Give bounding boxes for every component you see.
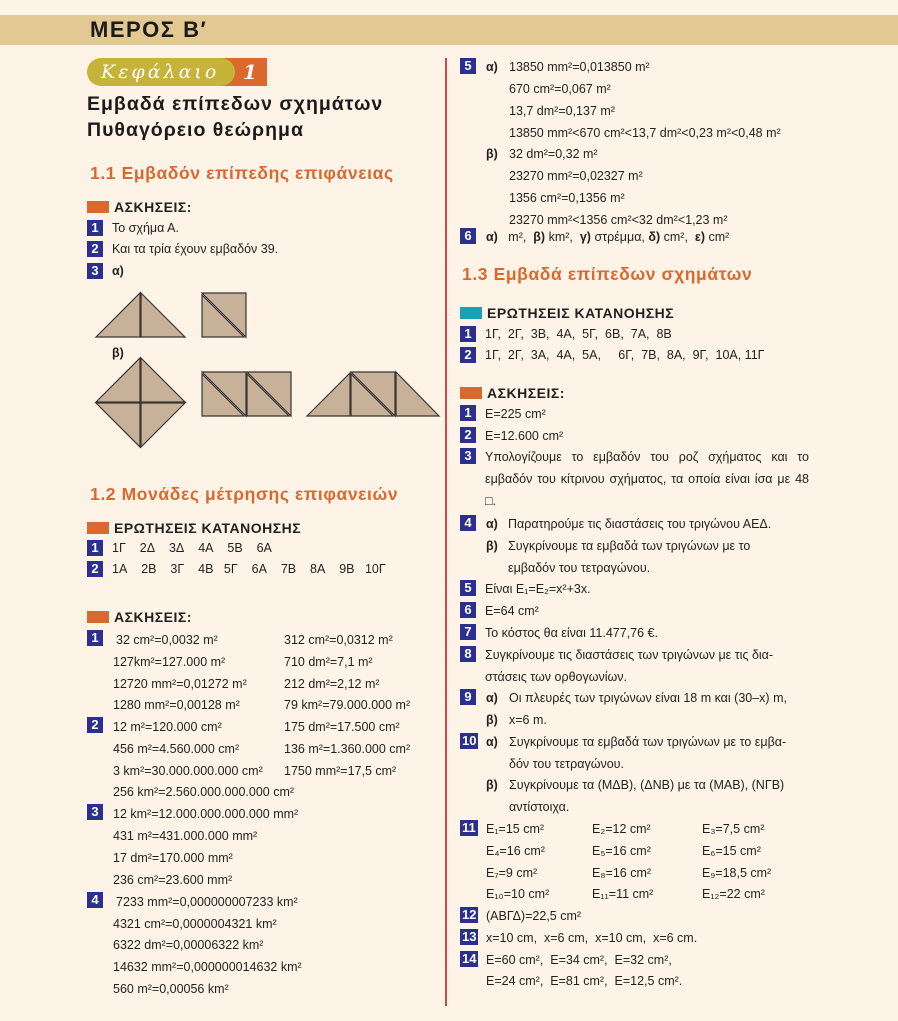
conversion: 32 dm²=0,32 m² [509, 147, 598, 161]
exercise-answer: Συγκρίνουμε τα εμβαδά των τριγώνων με το εμβα- [509, 735, 787, 749]
exercise-number: 14 [462, 951, 477, 966]
section-title-1-1: 1.1 Εμβαδόν επίπεδης επιφάνειας [90, 163, 394, 183]
exercise-answer: Υπολογίζουμε το εμβαδόν του ροζ σχήματος και το εμβαδόν του κίτρινου σχήματος, τα οποία είναι ίσα με 48 □. [485, 450, 809, 508]
conversion: 4321 cm²=0,0000004321 km² [113, 917, 277, 931]
questions-heading-1-2: ΕΡΩΤΗΣΕΙΣ ΚΑΤΑΝΟΗΣΗΣ [87, 520, 301, 536]
questions-heading-1-3: ΕΡΩΤΗΣΕΙΣ ΚΑΤΑΝΟΗΣΗΣ [460, 305, 674, 321]
exercise-number: 6 [460, 228, 476, 244]
chapter-title-line1: Εμβαδά επίπεδων σχημάτων [87, 93, 384, 115]
conversion: 12720 mm²=0,01272 m² [113, 677, 247, 691]
chapter-title [87, 91, 437, 143]
question-number: 2 [87, 561, 103, 577]
question-answers: 1Α 2Β 3Γ 4Β 5Γ 6Α 7Β 8Α 9Β 10Γ [112, 562, 386, 576]
orange-marker-icon [87, 522, 109, 534]
triangle-shapes-figure [90, 290, 450, 470]
exercise-answer: Παρατηρούμε τις διαστάσεις του τριγώνου ΑΕΔ. [508, 517, 772, 531]
exercise-answer: Συγκρίνουμε τα (ΜΔΒ), (ΔΝΒ) με τα (ΜΑΒ), (ΝΓΒ) [509, 778, 785, 792]
exercise-answer: E=12.600 cm² [485, 429, 564, 443]
conversion: 431 m²=431.000.000 mm² [113, 829, 258, 843]
part-label: α) [486, 691, 498, 705]
orange-marker-icon [87, 611, 109, 623]
question-answers: 1Γ, 2Γ, 3Β, 4Α, 5Γ, 6Β, 7Α, 8Β [485, 327, 672, 341]
section-title-1-3: 1.3 Εμβαδά επίπεδων σχημάτων [462, 264, 753, 284]
conversion: 1280 mm²=0,00128 m² [113, 698, 240, 712]
conversion: 256 km²=2.560.000.000.000 cm² [113, 785, 295, 799]
exercise-answer: Το σχήμα Α. [112, 221, 179, 235]
area-value: E₈=16 cm² [592, 866, 652, 880]
exercises-heading-1-3: ΑΣΚΗΣΕΙΣ: [460, 385, 565, 401]
area-value: E₄=16 cm² [486, 844, 545, 858]
question-number: 1 [87, 540, 103, 556]
conversion: 32 cm²=0,0032 m² [116, 633, 218, 647]
conversion: 12 m²=120.000 cm² [113, 720, 222, 734]
area-value: E₇=9 cm² [486, 866, 538, 880]
exercise-number: 5 [460, 580, 476, 596]
part-label: α) [486, 60, 498, 74]
part-title: ΜΕΡΟΣ Β′ [90, 17, 208, 42]
exercises-heading-1-1: ΑΣΚΗΣΕΙΣ: [87, 199, 192, 215]
area-value: E₁=15 cm² [486, 822, 545, 836]
column-divider [445, 58, 447, 1006]
exercise-answer: E=24 cm², E=81 cm², E=12,5 cm². [486, 974, 683, 988]
teal-marker-icon [460, 307, 482, 319]
exercise-number: 3 [87, 263, 103, 279]
area-value: E₃=7,5 cm² [702, 822, 765, 836]
part-label: β) [486, 778, 498, 792]
exercise-answer: E=60 cm², E=34 cm², E=32 cm², [486, 953, 672, 967]
exercise-number: 4 [460, 515, 476, 531]
conversion: 1356 cm²=0,1356 m² [509, 191, 625, 205]
exercise-answer: στάσεις των ορθογωνίων. [485, 670, 627, 684]
question-number: 1 [460, 326, 476, 342]
part-label: β) [486, 539, 498, 553]
conversion: 236 cm²=23.600 mm² [113, 873, 233, 887]
question-number: 2 [460, 347, 476, 363]
exercise-answer: x=10 cm, x=6 cm, x=10 cm, x=6 cm. [486, 931, 698, 945]
conversion: 7233 mm²=0,000000007233 km² [116, 895, 298, 909]
conversion: 670 cm²=0,067 m² [509, 82, 611, 96]
exercise-number: 2 [87, 717, 103, 733]
conversion: 17 dm²=170.000 mm² [113, 851, 233, 865]
exercise-number: 9 [460, 689, 476, 705]
conversion: 13,7 dm²=0,137 m² [509, 104, 615, 118]
conversion: 13850 mm²=0,013850 m² [509, 60, 650, 74]
part-label: α) [486, 735, 498, 749]
orange-marker-icon [87, 201, 109, 213]
conversion: 14632 mm²=0,000000014632 km² [113, 960, 302, 974]
conversion: 12 km²=12.000.000.000.000 mm² [113, 807, 299, 821]
comparison: 23270 mm²<1356 cm²<32 dm²<1,23 m² [509, 213, 728, 227]
conversion: 212 dm²=2,12 m² [284, 677, 380, 691]
exercise-number: 11 [462, 820, 476, 835]
exercise-answer: Το κόστος θα είναι 11.477,76 €. [485, 626, 658, 640]
exercises-heading-1-2: ΑΣΚΗΣΕΙΣ: [87, 609, 192, 625]
chapter-title-line2: Πυθαγόρειο θεώρημα [87, 119, 304, 141]
exercise-answer: εμβαδόν του τετραγώνου. [508, 561, 651, 575]
exercise-number: 6 [460, 602, 476, 618]
exercise-answer: E=64 cm² [485, 604, 539, 618]
exercise-number: 3 [460, 448, 476, 464]
exercise-number: 5 [460, 58, 476, 74]
area-value: E₁₁=11 cm² [592, 887, 654, 901]
exercise-number: 1 [87, 630, 103, 646]
exercise-number: 8 [460, 646, 476, 662]
units-answers: α) m², β) km², γ) στρέμμα, δ) cm², ε) cm² [486, 230, 730, 244]
exercise-number: 1 [460, 405, 476, 421]
exercise-answer: δόν του τετραγώνου. [509, 757, 624, 771]
section-title-1-2: 1.2 Μονάδες μέτρησης επιφανειών [90, 484, 399, 504]
exercise-answer: E=225 cm² [485, 407, 546, 421]
part-label: β) [112, 346, 124, 360]
chapter-number: 1 [221, 58, 267, 86]
conversion: 136 m²=1.360.000 cm² [284, 742, 411, 756]
exercise-number: 1 [87, 220, 103, 236]
exercise-number: 10 [462, 733, 477, 748]
part-label: β) [486, 147, 498, 161]
chapter-label: Κεφάλαιο [87, 58, 235, 86]
exercise-answer: Συγκρίνουμε τις διαστάσεις των τριγώνων με τις δια- [485, 648, 774, 662]
exercise-answer: αντίστοιχα. [509, 800, 570, 814]
part-label: α) [486, 517, 498, 531]
exercise-answer: x=6 m. [509, 713, 547, 727]
exercise-number: 2 [87, 241, 103, 257]
orange-marker-icon [460, 387, 482, 399]
conversion: 175 dm²=17.500 cm² [284, 720, 400, 734]
conversion: 3 km²=30.000.000.000 cm² [113, 764, 263, 778]
exercise-answer: Οι πλευρές των τριγώνων είναι 18 m και (30–x) m, [509, 691, 787, 705]
conversion: 1750 mm²=17,5 cm² [284, 764, 397, 778]
exercise-number: 13 [462, 929, 477, 944]
conversion: 456 m²=4.560.000 cm² [113, 742, 240, 756]
area-value: E₅=16 cm² [592, 844, 651, 858]
conversion: 312 cm²=0,0312 m² [284, 633, 393, 647]
part-label: β) [486, 713, 498, 727]
exercise-answer: (ΑΒΓΔ)=22,5 cm² [486, 909, 582, 923]
question-answers: 1Γ, 2Γ, 3Α, 4Α, 5Α, 6Γ, 7Β, 8Α, 9Γ, 10Α, 11Γ [485, 348, 765, 362]
exercise-number: 3 [87, 804, 103, 820]
exercise-number: 7 [460, 624, 476, 640]
area-value: E₆=15 cm² [702, 844, 761, 858]
conversion: 23270 mm²=0,02327 m² [509, 169, 643, 183]
exercise-answer: Συγκρίνουμε τα εμβαδά των τριγώνων με το [508, 539, 751, 553]
area-value: E₁₂=22 cm² [702, 887, 765, 901]
area-value: E₉=18,5 cm² [702, 866, 772, 880]
chapter-badge [87, 58, 267, 86]
conversion: 79 km²=79.000.000 m² [284, 698, 411, 712]
conversion: 6322 dm²=0,00006322 km² [113, 938, 264, 952]
conversion: 560 m²=0,00056 km² [113, 982, 229, 996]
comparison: 13850 mm²<670 cm²<13,7 dm²<0,23 m²<0,48 m² [509, 126, 781, 140]
conversion: 710 dm²=7,1 m² [284, 655, 373, 669]
exercise-answer: Και τα τρία έχουν εμβαδόν 39. [112, 242, 279, 256]
question-answers: 1Γ 2Δ 3Δ 4Α 5Β 6Α [112, 541, 272, 555]
conversion: 127km²=127.000 m² [113, 655, 226, 669]
area-value: E₂=12 cm² [592, 822, 651, 836]
exercise-number: 4 [87, 892, 103, 908]
part-label: α) [112, 264, 124, 278]
exercise-number: 12 [462, 907, 477, 922]
exercise-answer: Είναι E₁=E₂=x²+3x. [485, 582, 591, 596]
exercise-number: 2 [460, 427, 476, 443]
area-value: E₁₀=10 cm² [486, 887, 550, 901]
